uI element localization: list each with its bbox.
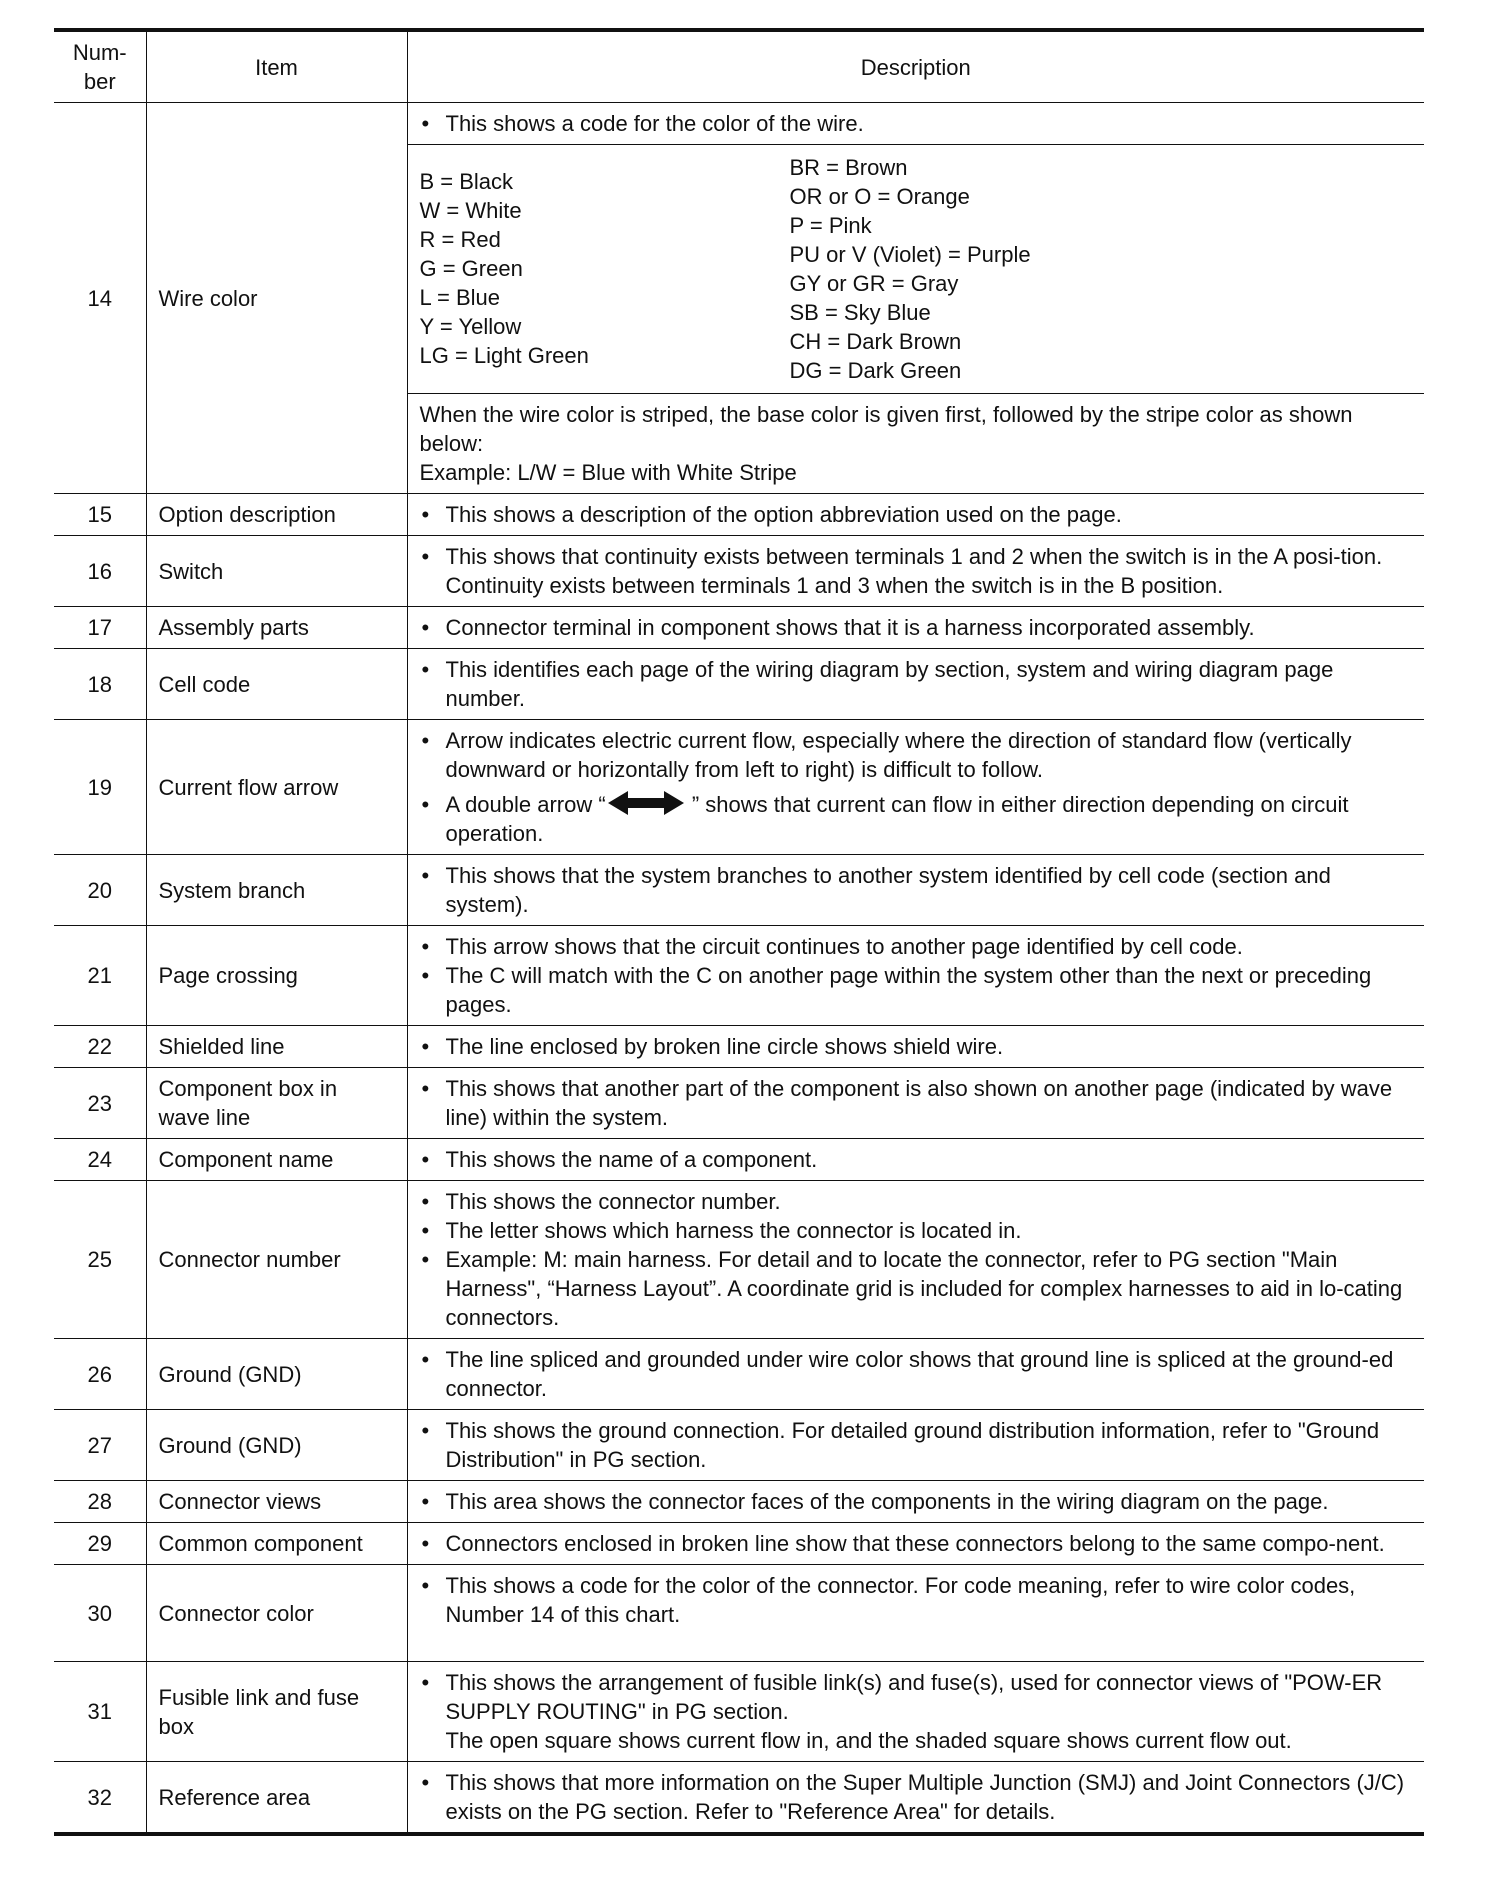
bullet-text: • Connector terminal in component shows that it is a harness incorporated assembly. — [420, 613, 1413, 642]
row-description — [407, 1565, 1424, 1662]
row-item: Shielded line — [146, 1026, 407, 1068]
table-row-14 — [54, 103, 1424, 494]
row-description — [407, 103, 1424, 494]
row-number: 15 — [54, 494, 146, 536]
table-row-21 — [54, 926, 1424, 1026]
table-row-22 — [54, 1026, 1424, 1068]
table-row-24 — [54, 1139, 1424, 1181]
row-item: Assembly parts — [146, 607, 407, 649]
row-description — [407, 607, 1424, 649]
row-item: Component box in wave line — [146, 1068, 407, 1139]
color-code: BR = Brown — [789, 155, 908, 180]
bullet-text: • The letter shows which harness the connector is located in. — [420, 1216, 1413, 1245]
table-row-16 — [54, 536, 1424, 607]
bullet-extra-text: The open square shows current flow in, and the shaded square shows current flow out. — [445, 1728, 1292, 1753]
row-number: 24 — [54, 1139, 146, 1181]
row-description — [407, 720, 1424, 855]
row-item: Page crossing — [146, 926, 407, 1026]
row-item: Wire color — [146, 103, 407, 494]
bullet-text: • This arrow shows that the circuit continues to another page identified by cell code. — [420, 932, 1413, 961]
row-number: 31 — [54, 1662, 146, 1762]
color-code: CH = Dark Brown — [789, 329, 962, 354]
color-code: LG = Light Green — [419, 343, 589, 368]
row-number: 14 — [54, 103, 146, 494]
table-row-18 — [54, 649, 1424, 720]
row-description — [407, 494, 1424, 536]
row-description — [407, 1181, 1424, 1339]
bullet-text: • The line enclosed by broken line circle shows shield wire. — [420, 1032, 1413, 1061]
row-number: 26 — [54, 1339, 146, 1410]
row-item: Option description — [146, 494, 407, 536]
color-code: Y = Yellow — [419, 314, 522, 339]
bullet-text: • Arrow indicates electric current flow, especially where the direction of standard flow (vertically downward or horizontally from left to right) is difficult to follow. — [420, 726, 1413, 784]
bullet-text-block — [420, 1668, 1413, 1755]
table-row-20 — [54, 855, 1424, 926]
row-item: Component name — [146, 1139, 407, 1181]
bullet-text: • The C will match with the C on another page within the system other than the next or preceding pages. — [420, 961, 1413, 1019]
color-code: L = Blue — [419, 285, 501, 310]
table-row-23 — [54, 1068, 1424, 1139]
bullet-text: • This shows that continuity exists between terminals 1 and 2 when the switch is in the A posi-tion. Continuity exists between terminals 1 and 3 when the switch is in the B position. — [420, 542, 1413, 600]
color-code: DG = Dark Green — [789, 358, 962, 383]
color-code: SB = Sky Blue — [789, 300, 931, 325]
color-code: OR or O = Orange — [789, 184, 970, 209]
row-description — [407, 1139, 1424, 1181]
row-number: 17 — [54, 607, 146, 649]
row-number: 30 — [54, 1565, 146, 1662]
bullet-text-post: ” shows that current can flow in either direction depending on circuit operation. — [445, 792, 1349, 846]
row-item: Fusible link and fuse box — [146, 1662, 407, 1762]
bullet-text: • Connectors enclosed in broken line show that these connectors belong to the same compo-nent. — [420, 1529, 1413, 1558]
wire-color-codes — [408, 144, 1425, 393]
bullet-text: • This shows the connector number. — [420, 1187, 1413, 1216]
row-item: Connector number — [146, 1181, 407, 1339]
row-item: Reference area — [146, 1762, 407, 1835]
table-row-30 — [54, 1565, 1424, 1662]
row-item: System branch — [146, 855, 407, 926]
row-number: 32 — [54, 1762, 146, 1835]
wire-stripe-note — [408, 393, 1425, 493]
row-number: 20 — [54, 855, 146, 926]
bullet-text: • This shows that more information on the Super Multiple Junction (SMJ) and Joint Connectors (J/C) exists on the PG section. Refer to "Reference Area" for details. — [420, 1768, 1413, 1826]
header-description: Description — [407, 30, 1424, 103]
color-code: GY or GR = Gray — [789, 271, 959, 296]
table-row-28 — [54, 1481, 1424, 1523]
row-description — [407, 536, 1424, 607]
row-number: 18 — [54, 649, 146, 720]
bullet-text: • This area shows the connector faces of the components in the wiring diagram on the page. — [420, 1487, 1413, 1516]
row-item: Connector views — [146, 1481, 407, 1523]
header-row — [54, 30, 1424, 103]
row-number: 25 — [54, 1181, 146, 1339]
table-row-25 — [54, 1181, 1424, 1339]
row-item: Ground (GND) — [146, 1339, 407, 1410]
wiring-legend-table — [54, 28, 1424, 1836]
table-row-17 — [54, 607, 1424, 649]
row-description — [407, 1068, 1424, 1139]
bullet-text: • This shows that the system branches to another system identified by cell code (section and system). — [420, 861, 1413, 919]
row-item: Switch — [146, 536, 407, 607]
table-row-32 — [54, 1762, 1424, 1835]
row-description — [407, 1410, 1424, 1481]
color-code: G = Green — [419, 256, 523, 281]
reference-table-page — [54, 28, 1424, 1836]
row-description — [407, 855, 1424, 926]
header-item: Item — [146, 30, 407, 103]
table-row-31 — [54, 1662, 1424, 1762]
row-description — [407, 1662, 1424, 1762]
table-row-19 — [54, 720, 1424, 855]
bullet-text: • This shows a description of the option abbreviation used on the page. — [420, 500, 1413, 529]
row-description — [407, 1481, 1424, 1523]
row-item: Common component — [146, 1523, 407, 1565]
stripe-note-text: When the wire color is striped, the base color is given first, followed by the stripe color as shown below: — [419, 402, 1353, 456]
bullet-text: • Example: M: main harness. For detail and to locate the connector, refer to PG section "Main Harness", “Harness Layout”. A coordinate grid is included for complex harnesses to aid in lo-cating connectors. — [420, 1245, 1413, 1332]
table-row-26 — [54, 1339, 1424, 1410]
row-item: Connector color — [146, 1565, 407, 1662]
bullet-text: • This shows the ground connection. For detailed ground distribution information, refer to "Ground Distribution" in PG section. — [420, 1416, 1413, 1474]
color-codes-right — [790, 153, 1413, 385]
row-item: Ground (GND) — [146, 1410, 407, 1481]
row-number: 29 — [54, 1523, 146, 1565]
color-code: P = Pink — [789, 213, 872, 238]
color-code: W = White — [419, 198, 522, 223]
bullet-text: • This shows a code for the color of the wire. — [420, 109, 1413, 138]
row-item: Current flow arrow — [146, 720, 407, 855]
color-code: B = Black — [419, 169, 514, 194]
row-description — [407, 649, 1424, 720]
row-description — [407, 1762, 1424, 1835]
bullet-text: • This shows the name of a component. — [420, 1145, 1413, 1174]
row-number: 16 — [54, 536, 146, 607]
row-number: 19 — [54, 720, 146, 855]
row-description — [407, 1523, 1424, 1565]
row-number: 23 — [54, 1068, 146, 1139]
color-codes-left — [420, 153, 790, 385]
row-number: 22 — [54, 1026, 146, 1068]
table-row-27 — [54, 1410, 1424, 1481]
row-description — [407, 1339, 1424, 1410]
bullet-text: • This identifies each page of the wiring diagram by section, system and wiring diagram page number. — [420, 655, 1413, 713]
header-number: Num- ber — [54, 30, 146, 103]
double-arrow-icon — [606, 790, 686, 816]
color-code: PU or V (Violet) = Purple — [789, 242, 1031, 267]
row-number: 28 — [54, 1481, 146, 1523]
row-number: 27 — [54, 1410, 146, 1481]
bullet-text: • This shows that another part of the component is also shown on another page (indicated by wave line) within the system. — [420, 1074, 1413, 1132]
table-row-15 — [54, 494, 1424, 536]
bullet-text-double-arrow — [420, 790, 1413, 848]
stripe-example-text: Example: L/W = Blue with White Stripe — [419, 460, 797, 485]
bullet-text-pre: A double arrow “ — [445, 792, 606, 817]
row-item: Cell code — [146, 649, 407, 720]
row-description — [407, 1026, 1424, 1068]
bullet-text: • This shows a code for the color of the connector. For code meaning, refer to wire color codes, Number 14 of this chart. — [420, 1571, 1413, 1629]
wire-color-intro — [408, 103, 1425, 144]
table-row-29 — [54, 1523, 1424, 1565]
bullet-text: This shows the arrangement of fusible link(s) and fuse(s), used for connector views of "POW-ER SUPPLY ROUTING" in PG section. — [445, 1670, 1383, 1724]
row-number: 21 — [54, 926, 146, 1026]
row-description — [407, 926, 1424, 1026]
bullet-text: • The line spliced and grounded under wire color shows that ground line is spliced at the ground-ed connector. — [420, 1345, 1413, 1403]
color-code: R = Red — [419, 227, 501, 252]
